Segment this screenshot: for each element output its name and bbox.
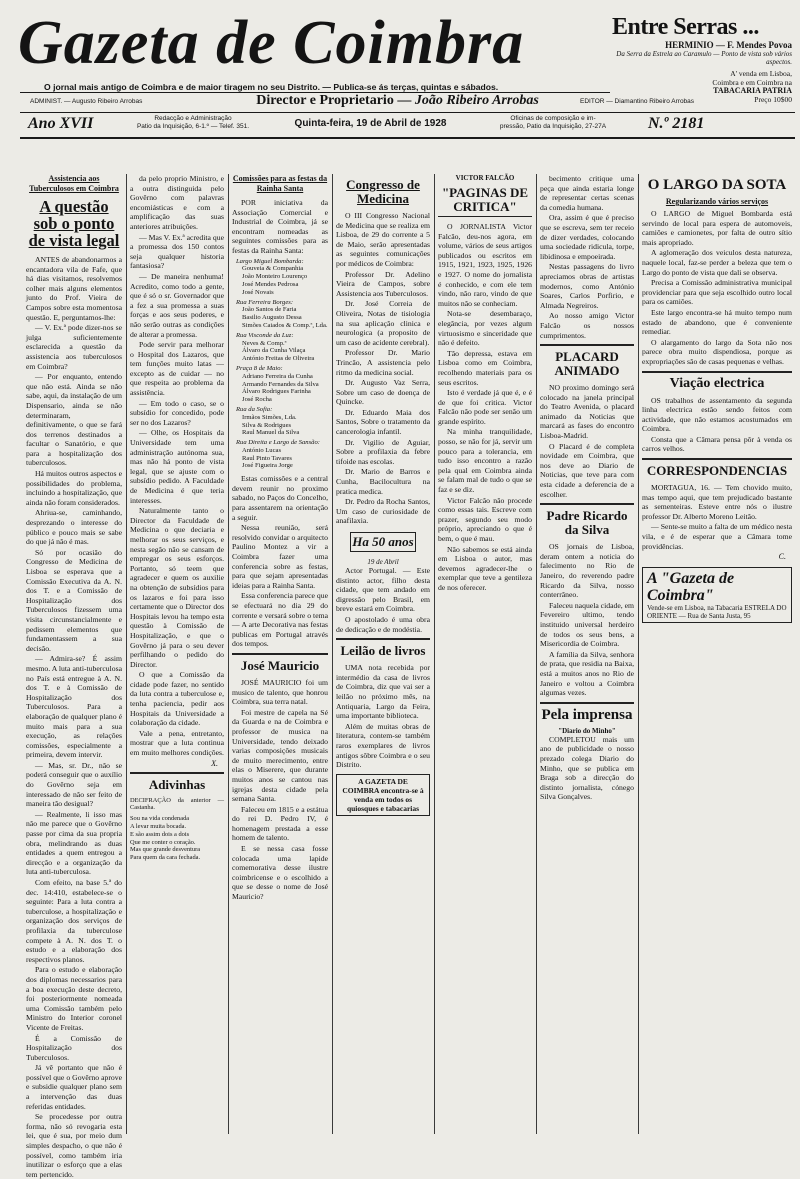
paragraph: Dr. Mario de Barros e Cunha, Bacilocultura na pratica medica. [336, 467, 430, 496]
paragraph: Há muitos outros aspectos e possibilidades do problema, incluindo a hospitalização, que ainda não foram considerados. [26, 469, 122, 507]
year-label: Ano XVII [28, 115, 94, 132]
commission-member: José Figueira Jorge [242, 462, 293, 470]
article-headline: Congresso de Medicina [346, 177, 420, 206]
article-headline: Viação electrica [669, 375, 765, 391]
paragraph: — Sente-se muito a falta de um médico nesta vila, e é de esperar que a Câmara tome providências. [642, 522, 792, 551]
gazeta-advert-title: A "Gazeta de Coimbra" [647, 570, 735, 605]
paragraph: NO proximo domingo será colocado na janela principal do Teatro Avenida, o placard animado da Noticias que marcará as fases do encontro Lisboa-Madrid. [540, 383, 634, 441]
paragraph: Dr. Augusto Vaz Serra, Sobre um caso de doença de Quincke. [336, 378, 430, 407]
paragraph: O alargamento do largo da Sota não nos parece obra muito dispendiosa, porque as expropriações são de casas pequenas e velhas. [642, 337, 792, 366]
redacao-line-2: Patio da Inquisição, 6-1.º — Telef. 351. [136, 123, 250, 130]
divider [336, 638, 430, 640]
paragraph: Se procedesse por outra forma, não só revogaria esta lei, que é sua, por meio dum simples despacho, o que não é possível, como também iria inutilizar o esforço que a elas tem pertencido. [26, 1112, 122, 1179]
paragraph: becimento critique uma peça que ainda estaria longe de representar certas scenas da comedia humana. [540, 174, 634, 212]
commission-member: Basilio Augusto Dessa [242, 314, 302, 322]
paragraph: Dr. José Correia de Oliveira, Notas de tisiologia na sua aplicação clinica e neurologica (a proposito de um caso de acidente cerebral). [336, 299, 430, 347]
commission-member: Simões Caiados & Comp.ª, Lda. [242, 321, 328, 329]
paragraph: O LARGO de Miguel Bombarda está servindo de local para espera de automoveis, camiões e camionetes, por falta de outro sítio mais apropriado. [642, 209, 792, 247]
column-3 [232, 174, 328, 1134]
article-headline: Pela imprensa [541, 706, 633, 723]
side-advert-title: Entre Serras ... [612, 14, 759, 40]
article-headline: A questão sob o ponto de vista legal [28, 197, 120, 250]
paragraph: — Por enquanto, entendo que não está. Ainda se não sabe, aqui, da instalação de um Dispensario, ainda se não determinaram, definitivamente, o que se fará dos terrenos destinados a facultar o Sanatório, e que para a hospitalização dos tuberculosos. [26, 372, 122, 468]
side-advert-note: Da Serra da Estrela ao Caramulo — Ponto de vista sob vários aspectos. [616, 50, 792, 66]
paragraph: O III Congresso Nacional de Medicina que se realiza em Lisboa, de 29 do corrente a 5 de Maio, serão apresentadas as seguintes comunicações por médicos de Coimbra: [336, 211, 430, 268]
article-body [26, 255, 122, 1179]
article-kicker: Comissões para as festas da Rainha Santa [232, 174, 328, 193]
paragraph: OS jornais de Lisboa, deram ontem a noticia do falecimento no Rio de Janeiro, do reverendo padre Ricardo da Silva, nosso conterrâneo. [540, 542, 634, 600]
paragraph: Na minha tranquilidade, posso, se não for já, servir um pouco para a tolerancia, em tudo isso encontro a razão pela qual em Coimbra ainda se falam mal de tudo o que se faz e se diz. [438, 427, 532, 495]
divider [540, 344, 634, 346]
issue-date: Quinta-feira, 19 de Abril de 1928 [294, 118, 447, 129]
paragraph: Professor Dr. Mario Trincão, A assistencia pelo ritmo da medicina social. [336, 348, 430, 377]
paragraph: UMA nota recebida por intermédio da casa de livros de Coimbra, diz que vai ser a leilão no próximo mês, na Antiquaria, Largo da Feira, uma importante biblioteca. [336, 663, 430, 721]
side-advert [612, 14, 792, 114]
venda-line-3: TABACARIA PATRIA [713, 86, 792, 95]
commission-group-name: Rua Ferreira Borges: [236, 298, 294, 306]
article-body [642, 483, 792, 551]
article-body [642, 396, 792, 455]
column-5 [438, 174, 532, 1134]
paragraph: Vale a pena, entretanto, mostrar que a luta continua em muito melhores condições. [130, 728, 224, 758]
divider [642, 371, 792, 373]
admin-line: ADMINIST. — Augusto Ribeiro Arrobas [30, 98, 143, 105]
article-body [336, 566, 430, 634]
paragraph: A aglomeração dos veiculos desta natureza, naquele local, faz-se perder a beleza que tem o Largo do ponto de vista que dali se observa. [642, 248, 792, 277]
paragraph: A família da Silva, senhora de prata, que residia na Baixa, está a muitos anos no Rio de Janeiro e voltou a Coimbra algumas vezes. [540, 649, 634, 698]
paragraph: da pelo proprio Ministro, e a outra distinguida pelo Govêrno com palavras encomiásticas e com a amplificação das suas anteriores atribuições. [130, 174, 224, 231]
article-kicker: Assistencia aos Tuberculosos em Coimbra [29, 174, 119, 193]
redacao-info [108, 115, 278, 131]
commission-group-name: Rua Visconde da Luz: [236, 331, 294, 339]
paragraph: Este largo encontra-se há muito tempo num estado de abandono, que é conveniente remediar. [642, 307, 792, 337]
article-body [438, 222, 532, 593]
director-name: João Ribeiro Arrobas [414, 93, 539, 108]
commission-member: Silva & Rodrigues [242, 421, 292, 429]
commission-member: António Freitas de Oliveira [242, 355, 315, 363]
gazeta-sale-notice: A GAZETA DE COIMBRA encontra-se à venda em todos os quiosques e tabacarias [336, 774, 430, 816]
commission-member: António Lucas [242, 446, 282, 454]
column-6 [540, 174, 634, 1134]
article-headline: José Mauricio [240, 657, 320, 673]
paragraph: — Mas V. Ex.ª acredita que a promessa dos 150 contos seja qualquer historia fantasiosa? [130, 232, 224, 271]
article-body [540, 735, 634, 802]
column-rule [332, 174, 333, 1134]
article-subheadline: Regularizando vários serviços [665, 197, 769, 206]
article-body-continued [130, 174, 224, 758]
paragraph: Naturalmente tanto o Director da Faculdade de Medicina o que deciaria e melhorar os seus serviços, e nesta segão não se cansam de empregar os seus esforços. Portanto, só teem que agradecer e quem os auxilie na obtenção de subsídios para os lazaros e foi para isso certamente que o Director dos Hospitais levou ha tempo esta questão à Comissão de Hospitalização, e que o Govêrno já para o seu dever perfilhando o pedido do Director. [130, 506, 224, 669]
paragraph: O apostolado é uma obra de dedicação e de modéstia. [336, 614, 430, 634]
paragraph: MORTAGUA, 16. — Tem chovido muito, mas tempo aqui, que tem prejudicado bastante as sementeiras. Esteve entre nós o ilustre professor Dr. Alberto Moreno Leitão. [642, 483, 792, 521]
editor-line: EDITOR — Diamantino Ribeiro Arrobas [580, 98, 695, 105]
oficinas-line-1: Oficinas de composição e im- [510, 115, 596, 122]
paragraph: Não sabemos se está ainda em Lisboa o autor, mas devemos agradecer-lhe o exemplar que teve a gentileza de nos oferecer. [438, 544, 532, 592]
article-headline: Padre Ricardo da Silva [546, 508, 628, 538]
column-rule [638, 174, 639, 1134]
tagline: O jornal mais antigo de Coimbra e de maior tiragem no seu Distrito. — Publica-se ás terças, quintas e sábados. [44, 82, 499, 92]
venda-line-1: A' venda em Lisboa, [730, 69, 792, 78]
paragraph: Essa conferencia parece que se efectuará no dia 29 do corrente e versará sobre o tema — A arte Decorativa nas festas publicas em Portugal através dos tempos. [232, 591, 328, 649]
venda-line-2: Coimbra e em Coimbra na [712, 77, 792, 87]
article-headline: CORRESPONDENCIAS [646, 463, 788, 479]
paragraph: Faleceu naquela cidade, em Fevereiro ultimo, tendo instituido universal herdeiro de todos os seus bens, a Misericordia de Coimbra. [540, 600, 634, 649]
paragraph: Faleceu em 1815 e a estátua do rei D. Pedro IV, é homenagem prestada a esse homem de talento. [232, 804, 328, 843]
article-body [642, 209, 792, 367]
paragraph: E se nessa casa fosse colocada uma lapide comemorativa desse ilustre coimbricense e o escolhido a que se desse o nome de José Mauricio? [232, 844, 328, 902]
column-rule [434, 174, 435, 1134]
article-subheadline: "Diario do Minho" [558, 726, 616, 735]
paragraph: Foi mestre de capela na Sé da Guarda e na de Coimbra e professor de musica na Universidade, tendo deixado varias composições musicais de muito merecimento, entre elas o Miserere, que durante muitos anos se cantou nas igrejas desta cidade pela semana Santa. [232, 707, 328, 804]
divider [540, 503, 634, 505]
verse-line: Que me conter o coração. [130, 838, 196, 846]
paragraph: Ao nosso amigo Victor Falcão os nossos cumprimentos. [540, 311, 634, 340]
article-body [336, 211, 430, 526]
adivinhas-verse [130, 815, 224, 862]
signature: X. [211, 758, 218, 768]
paragraph: Além de muitas obras de literatura, contem-se também raros exemplares de livros antigos sôbre Coimbra e o seu Distrito. [336, 721, 430, 770]
redacao-line-1: Redacção e Administração [154, 115, 232, 122]
paragraph: Ora, assim é que é preciso que se escreva, sem ter receio de dizer verdades, colocando uma sociedade ridicula, torpe, libidinosa e empoeirada. [540, 213, 634, 261]
newspaper-title: Gazeta de Coimbra [18, 9, 525, 77]
column-2 [130, 174, 224, 1134]
commission-member: Álvaro Rodrigues Farinha [242, 388, 311, 396]
director-line [225, 93, 570, 109]
issue-number: N.º 2181 [648, 115, 705, 132]
paragraph: — De maneira nenhuma! Acredito, como todo a gente, que é só o sr. Governador que a fez a sua promessa a suas forças e aos seus poderes, e não serão outras as condições de alterar a promessa. [130, 271, 224, 339]
paragraph: — V. Ex.ª pode dizer-nos se julga suficientemente esclarecida a questão da assistencia aos tuberculosos em Coimbra? [26, 323, 122, 371]
paragraph: É a Comissão de Hospitalização dos Tuberculosos. [26, 1033, 122, 1062]
paragraph: O que a Comissão da cidade pode fazer, no sentido da luta contra a tuberculose e, tenha paciencia, pedir aos Hospitais da Universidade a colaboração da cidade. [130, 670, 224, 728]
paragraph: Nestas passagens do livro apreciamos obras de artistas modernos, como António Soares, Carlos Porfirio, e Almada Negreiros. [540, 262, 634, 310]
signature: C. [778, 552, 786, 562]
commission-group-name: Rua da Sofia: [236, 405, 273, 413]
oficinas-line-2: pressão, Patio da Inquisição, 27-27A [499, 123, 607, 130]
article-headline: PLACARD ANIMADO [554, 349, 620, 379]
column-rule [126, 174, 127, 1134]
paragraph: Já vê portanto que não é possível que o Govêrno aprove e subsidie qualquer plano sem a intervenção das duas referidas entidades. [26, 1063, 122, 1111]
paragraph: Actor Portugal. — Este distinto actor, filho desta cidade, que tem andado em digressão pelo Brasil, em breve estará em Coimbra. [336, 566, 430, 614]
article-body [540, 542, 634, 698]
verse-line: A levar muita bocada. [130, 823, 187, 831]
commission-member: João Monteiro Lourenço [242, 273, 308, 281]
paragraph: Estas comissões e a central devem reunir no proximo sabado, no Paços do Concelho, para assentarem na orientação a seguir. [232, 474, 328, 522]
commission-member: Raul Manuel da Silva [242, 429, 300, 437]
gazeta-advert [642, 567, 792, 623]
paragraph: Dr. Vigilio de Aguiar, Sobre a profilaxia da febre tifoide nas escolas. [336, 437, 430, 466]
commission-member: Raul Pinto Tavares [242, 454, 292, 462]
paragraph: O Placard é de completa novidade em Coimbra, que nos deve ao Diario de Noticias, que teve para com esta cidade a deferencia de a escolher. [540, 441, 634, 499]
article-author: VICTOR FALCÃO [455, 174, 515, 182]
article-body [336, 663, 430, 770]
article-headline: Leilão de livros [340, 643, 426, 659]
divider [642, 458, 792, 460]
side-advert-venda [612, 70, 792, 104]
commission-list [236, 258, 328, 471]
paragraph: Professor Dr. Adelino Vieira de Campos, sobre Assistencia aos Tuberculosos. [336, 269, 430, 298]
paragraph: Pode servir para melhorar o Hospital dos Lazaros, que tem funções muito latas — excepto as de cuidar — no que respeita ao problema da assistência. [130, 340, 224, 398]
commission-member: João Santos de Faria [242, 306, 297, 314]
column-4 [336, 174, 430, 1134]
commission-member: Neves & Comp.ª [242, 339, 287, 347]
commission-group-name: Rua Direita e Largo de Sansão: [236, 439, 320, 447]
paragraph: — Mas, sr. Dr., não se poderá conseguir que o auxílio do Govêrno seja em interessado de não ser feito de maneira tão desigual? [26, 760, 122, 809]
paragraph: Com efeito, na base 5.ª do dec. 14:410, estabelece-se o seguinte: Para a luta contra a tuberculose, a hospitalização e organização dos serviços de profilaxia da tuberculose compete à A. N. dos T. o estudo e a elaboração dos respectivos planos. [26, 878, 122, 964]
article-intro: POR iniciativa da Associação Comercial e Industrial de Coimbra, já se encontram nomeadas as seguintes comissões para as festas da Rainha Santa: [232, 198, 328, 255]
commission-group-name: Largo Miguel Bombarda: [236, 257, 304, 265]
divider [540, 702, 634, 704]
paragraph: O JORNALISTA Victor Falcão, deu-nos agora, em volume, vários de seus artigos publicados ou escritos em 1915, 1921, 1923, 1925, 1926 e 1927. O nome do jornalista é conhecido, e com ele tem vindo, não raro, vindo de que muitos não se conheciam. [438, 222, 532, 308]
adivinhas-headline: Adivinhas [148, 776, 206, 792]
paragraph: ANTES de abandonarmos a encantadora vila de Fafe, que há dias visitamos, resolvemos colher mais alguns elementos junto do Prof. Vieira de Campos sobre esta momentosa questão. E, perguntamos-lhe: [26, 255, 122, 322]
article-body [232, 474, 328, 649]
commission-member: Álvaro da Cunha Vilaça [242, 347, 306, 355]
divider [232, 653, 328, 655]
column-rule [536, 174, 537, 1134]
side-advert-price: Preço 10$00 [754, 94, 792, 104]
commission-member: Irmãos Simões, Lda. [242, 413, 297, 421]
article-body-continued [540, 174, 634, 340]
paragraph: Ahriua-se, caminhando, desprezando o interesse do público e pouco mais se sabe do que já não é mas. [26, 508, 122, 547]
commission-member: Gouveia & Companhia [242, 265, 304, 273]
paragraph: COMPLETOU mais um ano de publicidade o nosso prezado colega Diario do Minho, que se publica em Braga sob a direcção do distinto jornalista, cónego Silva Gonçalves. [540, 734, 634, 802]
commission-member: José Mendes Pedrosa [242, 280, 299, 288]
paragraph: — Realmente, li isso mas não me parece que o Govêrno passe por cima da sua propria obra, melindrando as duas entidades a quem entregou a direcção e a organização da luta anti-tuberculosa. [26, 809, 122, 877]
infobar-bottom-rule [20, 137, 795, 139]
commission-member: José Rocha [242, 396, 272, 404]
paragraph: Para o estudo e elaboração dos diplomas necessarios para a boa execução deste decreto, foi posteriormente nomeada uma Comissão também pelo Ministro do Interior coronel Vicente de Freitas. [26, 965, 122, 1032]
article-body [540, 383, 634, 499]
commission-group-name: Praça 8 de Maio: [236, 364, 283, 372]
paragraph: — Admira-se? É assim mesmo. A luta anti-tuberculosa no País está entregue à A. N. dos T. e à Comissão de Hospitalização dos Tuberculosos. Para a elaboração de qualquer plano é muito mais para a sua execução, as relações comissões, especialmente a primeira, devem intervir. [26, 654, 122, 760]
column-1 [26, 174, 122, 1179]
oficinas-info [468, 115, 638, 131]
article-headline: "PAGINAS DE CRITICA" [438, 186, 532, 217]
director-label: Director e Proprietario — [256, 93, 412, 108]
ha-50-anos-date: 19 de Abril [367, 558, 399, 566]
verse-line: E são assim dois a dois [130, 830, 190, 838]
paragraph: Consta que a Câmara pensa pôr à venda os carros velhos. [642, 434, 792, 454]
info-bar [28, 113, 788, 137]
article-body [232, 678, 328, 902]
verse-line: Mas que grande desventura [130, 846, 201, 854]
paragraph: Tão depressa, estava em Lisboa como em Coimbra, recolhendo materiais para os seus escritos. [438, 348, 532, 387]
gazeta-advert-text: Vende-se em Lisboa, na Tabacaria ESTRELA DO ORIENTE — Rua de Santa Justa, 95 [647, 604, 787, 621]
verse-line: Sou na vida condenada [130, 815, 190, 823]
adivinhas-solution: DECIFRAÇÃO da anterior — Castanha. [130, 796, 224, 812]
paragraph: — Olhe, os Hospitais da Universidade tem uma administração autónoma sua, mas não há ponto de vista legal, que se ajuste com o subsídio pedido. A Faculdade de Medicina é que teria interesses. [130, 428, 224, 505]
column-7 [642, 140, 792, 1134]
paragraph: Dr. Eduardo Maia dos Santos, Sobre o tratamento da cancerologia infantil. [336, 407, 430, 437]
column-spacer [642, 140, 792, 174]
column-rule [228, 174, 229, 1134]
paragraph: JOSÉ MAURICIO foi um musico de talento, que honrou Coimbra, sua terra natal. [232, 677, 328, 707]
paragraph: Dr. Pedro da Rocha Santos, Um caso de curiosidade de anafilaxia. [336, 497, 430, 526]
paragraph: Isto é verdade já que é, e é de que foi critica. Victor Falcão não pode ser senão um grande espírito. [438, 388, 532, 426]
verse-line: Para quem da cara fechada. [130, 854, 201, 862]
commission-member: José Novais [242, 288, 274, 296]
side-advert-author: HERMINIO — F. Mendes Povoa [665, 40, 792, 50]
paragraph: Victor Falcão não procede como essas tais. Escreve com prazer, segundo seu modo próprio, apreciando o que é bem, o que é mau. [438, 495, 532, 543]
paragraph: Precisa a Comissão administrativa municipal providenciar para que seja escolhido outro local para os camiões. [642, 278, 792, 307]
paragraph: Só por ocasião do Congresso de Medicina de Lisboa se esperava que a Comissão Executiva da A. N. dos T. e a Comissão de Hospitalização dos Tuberculosos fizessem uma visita circunstancialmente e pedissem elementos que fundamentassem a sua decisão. [26, 547, 122, 653]
commission-member: Armando Fernandes da Silva [242, 380, 319, 388]
paragraph: OS trabalhos de assentamento da segunda linha electrica estão sendo feitos com actividade, que não estamos acostumados em Coimbra. [642, 395, 792, 434]
paragraph: Nota-se desembaraço, elegância, por vezes algum virtuosismo e sinceridade que não é defeito. [438, 309, 532, 348]
divider [130, 772, 224, 774]
paragraph: — Em todo o caso, se o subsídio for concedido, pode ser no dos Lazaros? [130, 398, 224, 427]
article-headline: O LARGO DA SOTA [647, 177, 787, 193]
ha-50-anos-box: Ha 50 anos [350, 532, 416, 552]
commission-member: Adriano Ferreira da Cunha [242, 372, 313, 380]
paragraph: Nessa reunião, será resolvido convidar o arquitecto Paulino Montez a vir a Coimbra fazer uma conferencia sobre as festas, para que sejam apresentadas ideias para a Rainha Santa. [232, 523, 328, 590]
